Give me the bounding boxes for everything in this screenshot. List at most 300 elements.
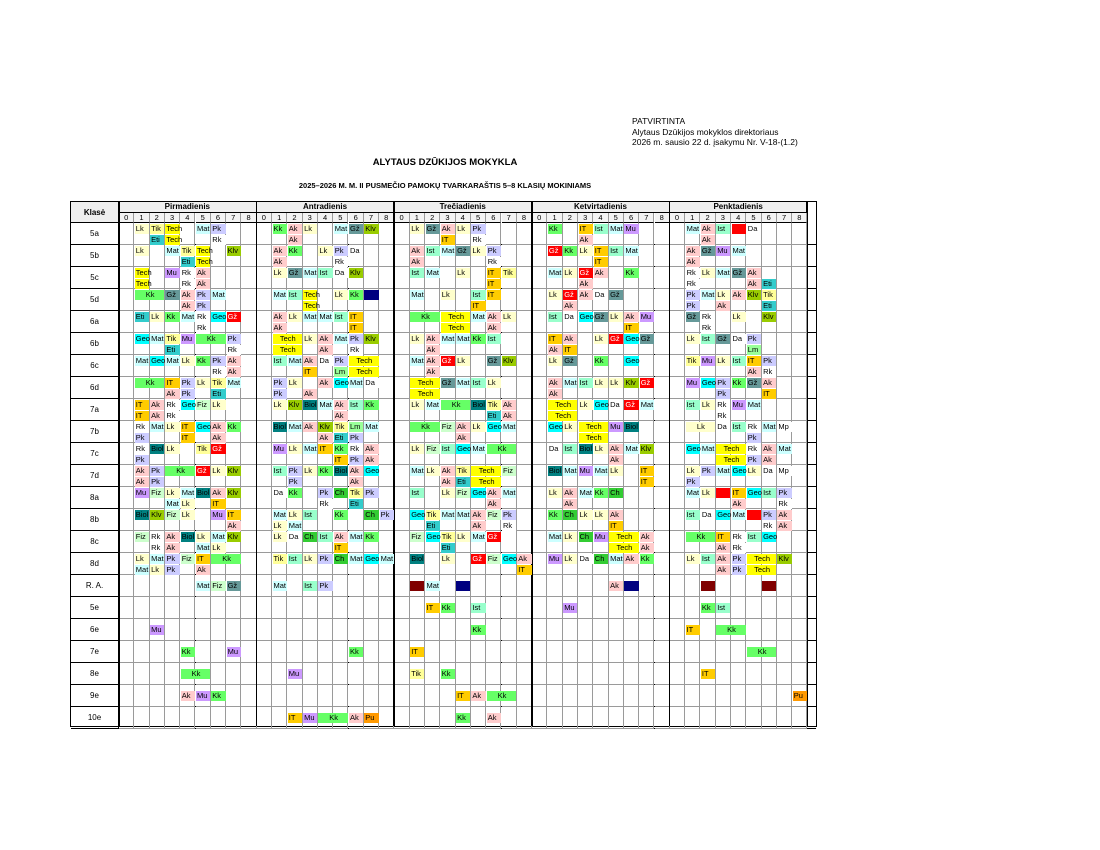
lesson-block[interactable]: Klv bbox=[777, 554, 791, 564]
lesson-block[interactable]: Rk bbox=[349, 345, 363, 355]
lesson-block[interactable]: Pk bbox=[288, 466, 302, 476]
lesson-block[interactable]: Pk bbox=[686, 290, 700, 300]
lesson-block[interactable]: Lk bbox=[716, 290, 730, 300]
lesson-block[interactable]: Mat bbox=[640, 399, 654, 409]
lesson-block[interactable]: Ak bbox=[563, 499, 577, 509]
lesson-block[interactable]: Tik bbox=[441, 532, 455, 542]
lesson-block[interactable]: Ist bbox=[426, 246, 440, 256]
lesson-block[interactable]: Mat bbox=[350, 377, 363, 387]
lesson-block[interactable]: Mat bbox=[701, 443, 715, 453]
lesson-block[interactable]: Tech bbox=[410, 378, 440, 388]
lesson-block[interactable]: Mat bbox=[151, 421, 164, 431]
lesson-block[interactable]: Kk bbox=[364, 532, 378, 542]
lesson-block[interactable]: Lk bbox=[609, 466, 623, 476]
lesson-block[interactable]: Tech bbox=[609, 532, 639, 542]
lesson-block[interactable]: Mat bbox=[181, 487, 195, 497]
lesson-block[interactable]: Ak bbox=[364, 444, 378, 454]
lesson-block[interactable]: Ak bbox=[716, 301, 730, 311]
lesson-block[interactable]: Lk bbox=[609, 312, 623, 322]
lesson-block[interactable]: Tech bbox=[304, 300, 320, 310]
lesson-block[interactable]: Pk bbox=[227, 334, 241, 344]
lesson-block[interactable]: Tik bbox=[150, 224, 164, 234]
lesson-block[interactable]: Mu bbox=[227, 647, 241, 657]
lesson-block[interactable]: Ist bbox=[747, 532, 761, 542]
lesson-block[interactable]: Lm bbox=[334, 367, 348, 377]
lesson-block[interactable]: Ak bbox=[426, 367, 440, 377]
lesson-block[interactable]: Pk bbox=[502, 510, 516, 520]
lesson-block[interactable]: Klv bbox=[227, 246, 241, 256]
lesson-block[interactable]: Fiz bbox=[150, 488, 164, 498]
lesson-block[interactable]: Lk bbox=[441, 290, 455, 300]
lesson-block[interactable]: Ch bbox=[563, 510, 577, 520]
lesson-block[interactable]: Lk bbox=[288, 444, 302, 454]
lesson-block[interactable]: Fiz bbox=[181, 554, 195, 564]
lesson-block[interactable]: Mat bbox=[227, 377, 241, 387]
lesson-block[interactable]: Mat bbox=[304, 267, 317, 277]
lesson-block[interactable]: Rk bbox=[165, 400, 179, 410]
lesson-block[interactable]: Ak bbox=[716, 554, 730, 564]
lesson-block[interactable]: Rk bbox=[181, 279, 195, 289]
lesson-block[interactable]: IT bbox=[181, 433, 195, 443]
lesson-block[interactable]: Ak bbox=[181, 290, 195, 300]
lesson-block[interactable]: Da bbox=[609, 400, 623, 410]
lesson-block[interactable]: Da bbox=[334, 268, 348, 278]
lesson-block[interactable]: Da bbox=[364, 378, 378, 388]
lesson-block[interactable]: Gž bbox=[579, 268, 593, 278]
lesson-block[interactable]: Ak bbox=[426, 345, 440, 355]
lesson-block[interactable]: Kk bbox=[196, 356, 210, 366]
lesson-block[interactable]: Lk bbox=[150, 312, 164, 322]
lesson-block[interactable]: Tech bbox=[135, 267, 152, 277]
lesson-block[interactable]: Lk bbox=[686, 334, 700, 344]
lesson-block[interactable]: Mat bbox=[304, 443, 317, 453]
lesson-block[interactable]: Da bbox=[747, 224, 761, 234]
lesson-block[interactable]: Mat bbox=[457, 377, 470, 387]
lesson-block[interactable]: Kk bbox=[441, 669, 455, 679]
lesson-block[interactable]: Mp bbox=[777, 466, 791, 476]
lesson-block[interactable]: Ak bbox=[777, 521, 791, 531]
lesson-block[interactable]: Rk bbox=[732, 543, 746, 553]
lesson-block[interactable]: Pk bbox=[135, 455, 149, 465]
lesson-block[interactable]: Eti bbox=[181, 257, 195, 267]
lesson-block[interactable]: Ak bbox=[716, 543, 730, 553]
lesson-block[interactable]: Mat bbox=[548, 531, 562, 541]
lesson-block[interactable]: Lk bbox=[716, 356, 730, 366]
lesson-block[interactable]: Tech bbox=[304, 289, 320, 299]
lesson-block[interactable]: IT bbox=[594, 257, 608, 267]
lesson-block[interactable]: Gž bbox=[441, 356, 455, 366]
lesson-block[interactable]: IT bbox=[732, 488, 746, 498]
lesson-block[interactable]: Ak bbox=[686, 257, 700, 267]
lesson-block[interactable]: IT bbox=[701, 669, 715, 679]
lesson-block[interactable]: Mat bbox=[273, 289, 287, 299]
lesson-block[interactable]: Pk bbox=[487, 246, 501, 256]
lesson-block[interactable]: Mu bbox=[288, 669, 302, 679]
lesson-block[interactable]: Rk bbox=[701, 323, 715, 333]
lesson-block[interactable]: Mat bbox=[288, 520, 302, 530]
lesson-block[interactable]: Mu bbox=[563, 603, 577, 613]
lesson-block[interactable]: Mu bbox=[196, 691, 210, 701]
lesson-block[interactable]: IT bbox=[410, 647, 424, 657]
lesson-block[interactable]: Kk bbox=[548, 510, 562, 520]
lesson-block[interactable]: Gž bbox=[487, 532, 501, 542]
lesson-block[interactable]: Lk bbox=[318, 246, 332, 256]
lesson-block[interactable]: Ist bbox=[318, 268, 332, 278]
lesson-block[interactable]: Lk bbox=[732, 312, 746, 322]
lesson-block[interactable]: Geo bbox=[212, 311, 227, 321]
lesson-block[interactable]: Ak bbox=[487, 713, 501, 723]
lesson-block[interactable]: Lk bbox=[701, 488, 715, 498]
lesson-block[interactable]: Lk bbox=[150, 565, 164, 575]
lesson-block[interactable]: Tech bbox=[197, 245, 213, 255]
lesson-block[interactable]: Mat bbox=[212, 289, 225, 299]
lesson-block[interactable]: Gž bbox=[640, 378, 654, 388]
lesson-block[interactable]: Da bbox=[349, 246, 363, 256]
lesson-block[interactable]: Ist bbox=[701, 554, 715, 564]
lesson-block[interactable]: Lk bbox=[410, 334, 424, 344]
lesson-block[interactable]: Pk bbox=[334, 246, 348, 256]
lesson-block[interactable]: Lk bbox=[594, 444, 608, 454]
lesson-block[interactable]: Ak bbox=[227, 521, 241, 531]
lesson-block[interactable]: Ist bbox=[349, 400, 363, 410]
lesson-block[interactable]: Pk bbox=[211, 356, 225, 366]
lesson-block[interactable]: Ak bbox=[456, 433, 470, 443]
lesson-block[interactable]: Biol bbox=[181, 531, 195, 541]
lesson-block[interactable]: IT bbox=[624, 323, 638, 333]
lesson-block[interactable]: Tech bbox=[579, 433, 609, 443]
lesson-block[interactable]: Mat bbox=[457, 509, 470, 519]
lesson-block[interactable]: IT bbox=[563, 345, 577, 355]
lesson-block[interactable]: Geo bbox=[625, 355, 640, 365]
lesson-block[interactable]: Ch bbox=[579, 532, 593, 542]
lesson-block[interactable]: Tik bbox=[410, 669, 424, 679]
lesson-block[interactable]: Ak bbox=[640, 543, 654, 553]
lesson-block[interactable] bbox=[732, 224, 746, 234]
lesson-block[interactable]: Lk bbox=[747, 466, 761, 476]
lesson-block[interactable]: Ist bbox=[441, 444, 455, 454]
lesson-block[interactable]: Mat bbox=[426, 399, 440, 409]
lesson-block[interactable]: Ch bbox=[364, 510, 378, 520]
lesson-block[interactable]: Ist bbox=[594, 224, 608, 234]
lesson-block[interactable]: Gž bbox=[701, 246, 715, 256]
lesson-block[interactable]: Gž bbox=[211, 444, 225, 454]
lesson-block[interactable]: Rk bbox=[732, 532, 746, 542]
lesson-block[interactable]: Eti bbox=[487, 411, 501, 421]
lesson-block[interactable]: Tech bbox=[135, 278, 152, 288]
lesson-block[interactable]: Ch bbox=[334, 488, 348, 498]
lesson-block[interactable]: Ak bbox=[548, 378, 562, 388]
lesson-block[interactable]: Kk bbox=[471, 334, 485, 344]
lesson-block[interactable]: Mat bbox=[441, 333, 455, 343]
lesson-block[interactable]: Biol bbox=[579, 443, 593, 453]
lesson-block[interactable]: Ist bbox=[686, 400, 700, 410]
lesson-block[interactable]: Ak bbox=[747, 279, 761, 289]
lesson-block[interactable]: Mat bbox=[319, 311, 332, 321]
lesson-block[interactable]: IT bbox=[487, 279, 501, 289]
lesson-block[interactable]: Kk bbox=[716, 625, 746, 635]
lesson-block[interactable]: Ak bbox=[150, 400, 164, 410]
lesson-block[interactable]: Mu bbox=[609, 422, 623, 432]
lesson-block[interactable]: Lk bbox=[471, 246, 485, 256]
lesson-block[interactable]: Geo bbox=[457, 443, 472, 453]
lesson-block[interactable]: Ak bbox=[196, 268, 210, 278]
lesson-block[interactable]: Mat bbox=[181, 311, 195, 321]
lesson-block[interactable]: Ak bbox=[318, 345, 332, 355]
lesson-block[interactable]: Ist bbox=[410, 488, 424, 498]
lesson-block[interactable]: Ak bbox=[624, 312, 638, 322]
lesson-block[interactable]: Mat bbox=[763, 421, 776, 431]
lesson-block[interactable]: Kk bbox=[456, 713, 470, 723]
lesson-block[interactable]: IT bbox=[135, 400, 149, 410]
lesson-block[interactable]: Kk bbox=[334, 444, 348, 454]
lesson-block[interactable]: Mat bbox=[411, 465, 424, 475]
lesson-block[interactable]: Lk bbox=[303, 224, 317, 234]
lesson-block[interactable]: Rk bbox=[686, 279, 700, 289]
lesson-block[interactable]: IT bbox=[716, 532, 730, 542]
lesson-block[interactable] bbox=[624, 581, 638, 591]
lesson-block[interactable]: Klv bbox=[318, 422, 332, 432]
lesson-block[interactable]: Da bbox=[563, 312, 577, 322]
lesson-block[interactable]: Mat bbox=[380, 553, 394, 563]
lesson-block[interactable]: Mat bbox=[426, 267, 440, 277]
lesson-block[interactable]: Pk bbox=[762, 510, 776, 520]
lesson-block[interactable]: Lk bbox=[594, 334, 608, 344]
lesson-block[interactable]: Ak bbox=[150, 411, 164, 421]
lesson-block[interactable]: Geo bbox=[365, 553, 380, 563]
lesson-block[interactable]: Pk bbox=[196, 290, 210, 300]
lesson-block[interactable]: Klv bbox=[762, 312, 776, 322]
lesson-block[interactable]: Mat bbox=[166, 245, 179, 255]
lesson-block[interactable]: Mat bbox=[594, 465, 608, 475]
lesson-block[interactable]: Gž bbox=[747, 378, 761, 388]
lesson-block[interactable]: Ak bbox=[441, 477, 455, 487]
lesson-block[interactable]: Ist bbox=[563, 444, 577, 454]
lesson-block[interactable]: Mat bbox=[503, 487, 516, 497]
lesson-block[interactable]: Rk bbox=[716, 400, 730, 410]
lesson-block[interactable]: Ak bbox=[441, 224, 455, 234]
lesson-block[interactable]: Kk bbox=[334, 510, 348, 520]
lesson-block[interactable]: Fiz bbox=[426, 444, 440, 454]
lesson-block[interactable]: Ak bbox=[165, 543, 179, 553]
lesson-block[interactable]: IT bbox=[303, 367, 317, 377]
lesson-block[interactable]: Da bbox=[288, 532, 302, 542]
lesson-block[interactable]: Lk bbox=[701, 400, 715, 410]
lesson-block[interactable]: Tech bbox=[166, 234, 183, 244]
lesson-block[interactable]: Mat bbox=[625, 443, 638, 453]
lesson-block[interactable]: Geo bbox=[181, 399, 196, 409]
lesson-block[interactable]: Tech bbox=[273, 345, 303, 355]
lesson-block[interactable]: Pk bbox=[686, 477, 700, 487]
lesson-block[interactable]: Kk bbox=[410, 422, 440, 432]
lesson-block[interactable]: Da bbox=[579, 554, 593, 564]
lesson-block[interactable]: Tech bbox=[166, 223, 183, 233]
lesson-block[interactable]: Mu bbox=[686, 378, 700, 388]
lesson-block[interactable]: Mat bbox=[212, 531, 225, 541]
lesson-block[interactable]: Lk bbox=[548, 356, 562, 366]
lesson-block[interactable]: Pk bbox=[777, 488, 791, 498]
lesson-block[interactable]: Mat bbox=[441, 245, 455, 255]
lesson-block[interactable]: Ist bbox=[288, 290, 302, 300]
lesson-block[interactable]: Ak bbox=[563, 301, 577, 311]
lesson-block[interactable]: Tik bbox=[273, 554, 287, 564]
lesson-block[interactable]: Klv bbox=[227, 488, 241, 498]
lesson-block[interactable]: Biol bbox=[334, 465, 348, 475]
lesson-block[interactable]: Lk bbox=[548, 290, 562, 300]
lesson-block[interactable]: Geo bbox=[411, 509, 426, 519]
lesson-block[interactable]: Lk bbox=[334, 290, 348, 300]
lesson-block[interactable]: Lk bbox=[303, 334, 317, 344]
lesson-block[interactable]: Lk bbox=[273, 268, 287, 278]
lesson-block[interactable]: Kk bbox=[563, 246, 577, 256]
lesson-block[interactable]: Pk bbox=[181, 378, 195, 388]
lesson-block[interactable]: Tik bbox=[165, 334, 179, 344]
lesson-block[interactable]: Mat bbox=[732, 509, 746, 519]
lesson-block[interactable]: Mat bbox=[472, 531, 485, 541]
lesson-block[interactable]: Kk bbox=[288, 488, 302, 498]
lesson-block[interactable]: Mat bbox=[472, 311, 485, 321]
lesson-block[interactable]: Mat bbox=[747, 399, 761, 409]
lesson-block[interactable]: Rk bbox=[747, 444, 761, 454]
lesson-block[interactable]: Tik bbox=[487, 400, 501, 410]
lesson-block[interactable]: Pk bbox=[181, 389, 195, 399]
lesson-block[interactable]: IT bbox=[441, 235, 455, 245]
lesson-block[interactable]: Pk bbox=[732, 554, 746, 564]
lesson-block[interactable]: Lk bbox=[456, 356, 470, 366]
lesson-block[interactable]: Lk bbox=[410, 444, 424, 454]
lesson-block[interactable]: Ist bbox=[334, 312, 348, 322]
lesson-block[interactable]: Pk bbox=[732, 565, 746, 575]
lesson-block[interactable]: IT bbox=[686, 625, 700, 635]
lesson-block[interactable]: IT bbox=[747, 356, 761, 366]
lesson-block[interactable]: Pk bbox=[334, 356, 348, 366]
lesson-block[interactable]: Ch bbox=[594, 554, 608, 564]
lesson-block[interactable]: Lk bbox=[273, 532, 287, 542]
lesson-block[interactable] bbox=[762, 581, 776, 591]
lesson-block[interactable]: Fiz bbox=[456, 488, 470, 498]
lesson-block[interactable]: Lk bbox=[686, 554, 700, 564]
lesson-block[interactable]: IT bbox=[609, 521, 623, 531]
lesson-block[interactable]: Geo bbox=[334, 377, 349, 387]
lesson-block[interactable]: Gž bbox=[548, 246, 562, 256]
lesson-block[interactable]: Lk bbox=[288, 510, 302, 520]
lesson-block[interactable]: Ak bbox=[487, 488, 501, 498]
lesson-block[interactable]: Biol bbox=[304, 399, 317, 409]
lesson-block[interactable]: Mu bbox=[732, 400, 746, 410]
lesson-block[interactable]: Kk bbox=[701, 603, 715, 613]
lesson-block[interactable]: Pk bbox=[762, 356, 776, 366]
lesson-block[interactable]: Gž bbox=[716, 334, 730, 344]
lesson-block[interactable]: Mu bbox=[548, 554, 562, 564]
lesson-block[interactable]: IT bbox=[471, 301, 485, 311]
lesson-block[interactable]: Ist bbox=[471, 603, 485, 613]
lesson-block[interactable]: Ak bbox=[487, 312, 501, 322]
lesson-block[interactable]: Lk bbox=[211, 400, 225, 410]
lesson-block[interactable]: Eti bbox=[456, 477, 470, 487]
lesson-block[interactable]: Mat bbox=[686, 487, 700, 497]
lesson-block[interactable]: Da bbox=[273, 488, 287, 498]
lesson-block[interactable]: Ak bbox=[762, 378, 776, 388]
lesson-block[interactable]: Ist bbox=[273, 466, 287, 476]
lesson-block[interactable]: Pk bbox=[165, 565, 179, 575]
lesson-block[interactable]: Mat bbox=[411, 355, 424, 365]
lesson-block[interactable]: Tik bbox=[196, 444, 210, 454]
lesson-block[interactable]: IT bbox=[318, 444, 332, 454]
lesson-block[interactable]: Pk bbox=[273, 389, 287, 399]
lesson-block[interactable]: Lk bbox=[135, 224, 149, 234]
lesson-block[interactable]: Rk bbox=[502, 521, 516, 531]
lesson-block[interactable]: Ak bbox=[548, 389, 562, 399]
lesson-block[interactable]: Ak bbox=[135, 466, 149, 476]
lesson-block[interactable]: Gž bbox=[288, 268, 302, 278]
lesson-block[interactable]: Biol bbox=[411, 553, 424, 563]
lesson-block[interactable]: Klv bbox=[364, 334, 378, 344]
lesson-block[interactable]: Tech bbox=[548, 400, 578, 410]
lesson-block[interactable]: Rk bbox=[227, 345, 241, 355]
lesson-block[interactable]: Ak bbox=[732, 499, 746, 509]
lesson-block[interactable]: IT bbox=[165, 378, 179, 388]
lesson-block[interactable]: Pk bbox=[150, 466, 164, 476]
lesson-block[interactable]: Mat bbox=[732, 245, 746, 255]
lesson-block[interactable]: Lk bbox=[686, 422, 716, 432]
lesson-block[interactable]: Lk bbox=[579, 400, 593, 410]
lesson-block[interactable]: Gž bbox=[686, 312, 700, 322]
lesson-block[interactable]: Ist bbox=[487, 334, 501, 344]
lesson-block[interactable]: Gž bbox=[563, 290, 577, 300]
lesson-block[interactable]: Rk bbox=[165, 411, 179, 421]
lesson-block[interactable]: Mp bbox=[777, 422, 791, 432]
lesson-block[interactable]: Mat bbox=[717, 465, 730, 475]
lesson-block[interactable]: Mat bbox=[579, 487, 593, 497]
lesson-block[interactable]: Mu bbox=[181, 334, 195, 344]
lesson-block[interactable]: Gž bbox=[732, 268, 746, 278]
lesson-block[interactable]: Tik bbox=[211, 378, 225, 388]
lesson-block[interactable]: Ak bbox=[334, 411, 348, 421]
lesson-block[interactable]: Ak bbox=[227, 356, 241, 366]
lesson-block[interactable]: Pk bbox=[211, 224, 225, 234]
lesson-block[interactable]: Kk bbox=[349, 290, 363, 300]
lesson-block[interactable]: Da bbox=[762, 466, 776, 476]
lesson-block[interactable]: Mat bbox=[304, 311, 317, 321]
lesson-block[interactable]: Lm bbox=[349, 422, 363, 432]
lesson-block[interactable]: Tik bbox=[502, 268, 516, 278]
lesson-block[interactable]: Ist bbox=[288, 554, 302, 564]
lesson-block[interactable]: Ist bbox=[471, 290, 485, 300]
lesson-block[interactable]: Geo bbox=[487, 421, 502, 431]
lesson-block[interactable]: Pk bbox=[686, 301, 700, 311]
lesson-block[interactable]: Ak bbox=[288, 235, 302, 245]
lesson-block[interactable]: Klv bbox=[349, 268, 363, 278]
lesson-block[interactable]: Ak bbox=[273, 246, 287, 256]
lesson-block[interactable]: Mu bbox=[211, 510, 225, 520]
lesson-block[interactable]: Pk bbox=[747, 334, 761, 344]
lesson-block[interactable]: IT bbox=[349, 323, 363, 333]
lesson-block[interactable]: Lk bbox=[135, 246, 149, 256]
lesson-block[interactable]: Fiz bbox=[487, 510, 501, 520]
lesson-block[interactable]: Lk bbox=[487, 378, 501, 388]
lesson-block[interactable]: Fiz bbox=[502, 466, 516, 476]
lesson-block[interactable]: Kk bbox=[686, 532, 716, 542]
lesson-block[interactable]: Eti bbox=[426, 521, 440, 531]
lesson-block[interactable]: Klv bbox=[502, 356, 516, 366]
lesson-block[interactable]: Ak bbox=[563, 488, 577, 498]
lesson-block[interactable]: Ak bbox=[181, 691, 195, 701]
lesson-block[interactable]: Rk bbox=[318, 499, 332, 509]
lesson-block[interactable]: Ak bbox=[609, 444, 623, 454]
lesson-block[interactable]: Ak bbox=[318, 334, 332, 344]
lesson-block[interactable]: Rk bbox=[471, 235, 485, 245]
lesson-block[interactable]: Ak bbox=[410, 257, 424, 267]
lesson-block[interactable]: Tik bbox=[181, 246, 195, 256]
